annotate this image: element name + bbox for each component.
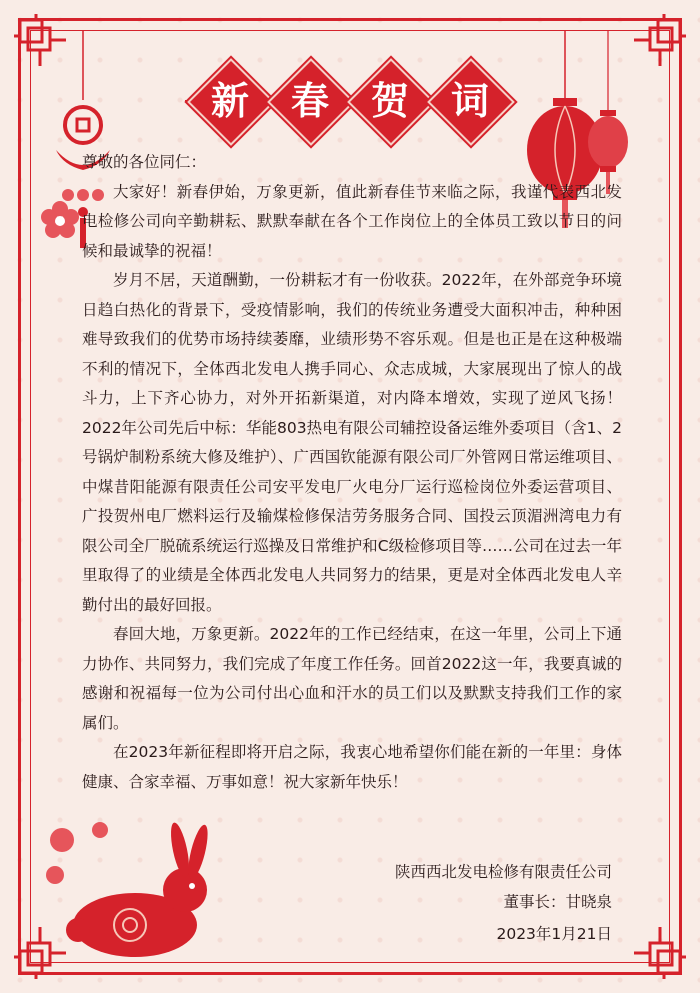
title-char: 词 (450, 78, 489, 123)
letter-paragraph: 岁月不居，天道酬勤，一份耕耘才有一份收获。2022年，在外部竞争环境日趋白热化的背景下，受疫情影响，我们的传统业务遭受大面积冲击，种种困难导致我们的优势市场持续萎靡，业绩形势不容乐观。但是也正是在这种极端不利的情况下，全体西北发电人携手同心、众志成城，大家展现出了惊人的战斗力，上下齐心协力，对外开拓新渠道，对内降本增效，实现了逆风飞扬！2022年公司先后中标：华能803热电有限公司辅控设备运维外委项目（含1、2 号锅炉制粉系统大修及维护）、广西国钦能源有限公司厂外管网日常运维项目、中煤昔阳能源有限责任公司安平发电厂火电分厂运行巡检岗位外委运营项目、 广投贺州电厂燃料运行及输煤检修保洁劳务服务合同、国投云顶湄洲湾电力有限公司全厂脱硫系统运行巡操及日常维护和C级检修项目等……公司在过去一年里取得了的业绩是全体西北发电人共同努力的结果，更是对全体西北发电人辛勤付出的最好回报。 (82, 271, 622, 614)
letter-paragraph: 春回大地，万象更新。2022年的工作已经结束，在这一年里，公司上下通力协作、共同努力，我们完成了年度工作任务。回首2022这一年，我要真诚的感谢和祝福每一位为公司付出心血和汗水的员工们以及默默支持我们工作的家属们。 (82, 625, 622, 732)
title-char-tile (355, 66, 425, 136)
rabbit-papercut-icon (40, 820, 240, 960)
letter-paragraph: 在2023年新征程即将开启之际，我衷心地希望你们能在新的一年里：身体健康、合家幸福、万事如意！祝大家新年快乐！ (82, 743, 622, 791)
letter-body (82, 148, 622, 797)
plum-blossom-icon (40, 200, 80, 240)
signature-chairman: 董事长：甘晓泉 (503, 893, 612, 911)
title-char: 贺 (370, 78, 409, 123)
page-title (185, 58, 515, 148)
signature-date: 2023年1月21日 (496, 925, 612, 943)
title-char: 新 (210, 78, 249, 123)
title-char-tile (435, 66, 505, 136)
letter-paragraph: 大家好！新春伊始，万象更新，值此新春佳节来临之际，我谨代表西北发电检修公司向辛勤耕耘、默默奉献在各个工作岗位上的全体员工致以节日的问候和最诚挚的祝福！ (82, 182, 622, 260)
corner-knot-icon (630, 10, 690, 70)
letter-greeting: 尊敬的各位同仁： (82, 153, 207, 171)
signature-company: 陕西西北发电检修有限责任公司 (394, 863, 612, 881)
corner-knot-icon (630, 923, 690, 983)
title-char-tile (195, 66, 265, 136)
title-char: 春 (290, 78, 329, 123)
title-char-tile (275, 66, 345, 136)
